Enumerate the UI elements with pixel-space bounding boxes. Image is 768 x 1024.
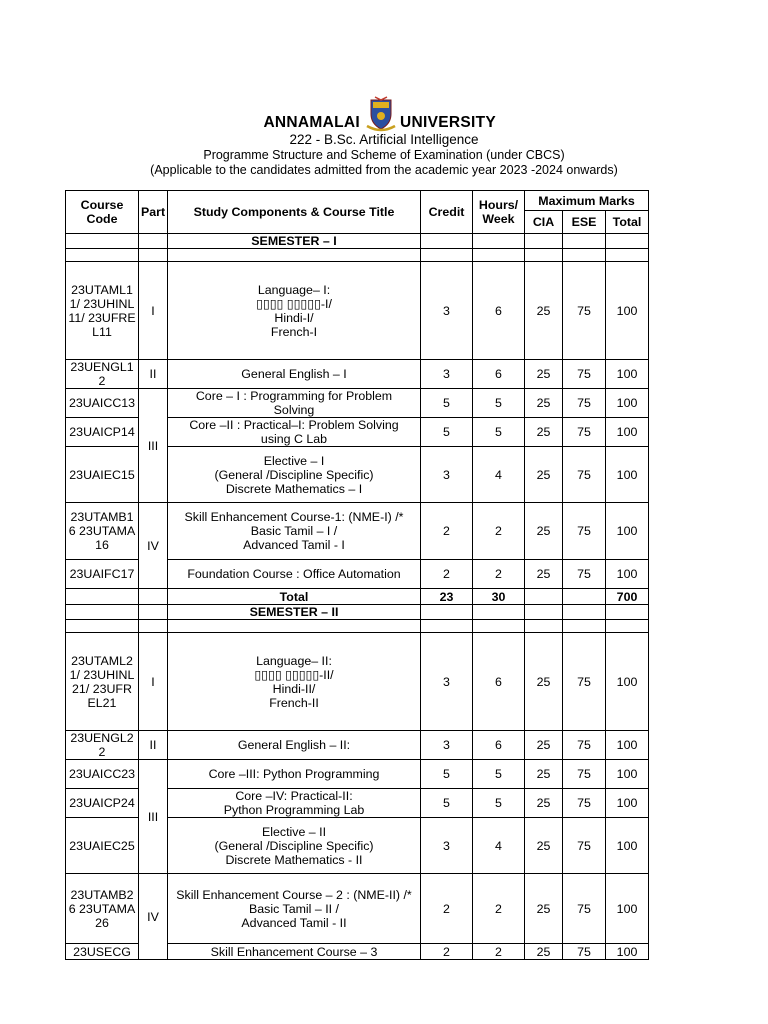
course-credit: 3: [421, 633, 473, 731]
course-ese: 75: [563, 360, 606, 389]
course-code: 23UAICP24: [66, 789, 139, 818]
course-hours: 6: [473, 360, 525, 389]
course-total: 100: [606, 874, 649, 944]
course-title: [168, 360, 421, 389]
course-ese: 75: [563, 760, 606, 789]
course-code: 23UAIEC25: [66, 818, 139, 874]
course-part: II: [139, 360, 168, 389]
course-title-line: Skill Enhancement Course-1: (NME-I) /*: [184, 510, 404, 524]
course-cia: 25: [525, 731, 563, 760]
course-total: 100: [606, 760, 649, 789]
course-credit: 3: [421, 262, 473, 360]
course-title: [168, 874, 421, 944]
semester-label: SEMESTER – I: [168, 234, 421, 249]
course-total: 100: [606, 360, 649, 389]
col-total: Total: [606, 211, 649, 234]
course-ese: 75: [563, 262, 606, 360]
course-cia: 25: [525, 418, 563, 447]
course-cia: 25: [525, 874, 563, 944]
course-hours: 5: [473, 789, 525, 818]
course-title-line: Discrete Mathematics – I: [225, 481, 363, 496]
course-cia: 25: [525, 447, 563, 503]
course-title-line: Foundation Course : Office Automation: [187, 567, 401, 581]
course-title-line: (General /Discipline Specific): [214, 838, 374, 853]
total-label: Total: [168, 589, 421, 605]
course-total: 100: [606, 731, 649, 760]
course-title-line: French-I: [270, 324, 318, 339]
course-title-line: (General /Discipline Specific): [214, 467, 374, 482]
course-ese: 75: [563, 789, 606, 818]
course-hours: 6: [473, 633, 525, 731]
course-title: [168, 389, 421, 418]
course-cia: 25: [525, 760, 563, 789]
course-cia: 25: [525, 944, 563, 960]
course-title: [168, 818, 421, 874]
course-code: 23USECG: [66, 944, 139, 960]
col-course-code: Course Code: [66, 191, 139, 234]
course-ese: 75: [563, 874, 606, 944]
course-part: III: [139, 760, 168, 874]
course-code: 23UAIFC17: [66, 560, 139, 589]
total-credit: 23: [421, 589, 473, 605]
course-title-line: Basic Tamil – I /: [250, 524, 338, 538]
col-part: Part: [139, 191, 168, 234]
course-row: [66, 360, 649, 389]
course-title: [168, 789, 421, 818]
course-title-line: General English – I: [241, 367, 347, 381]
col-max-marks: Maximum Marks: [525, 191, 649, 211]
course-credit: 2: [421, 560, 473, 589]
course-title-line: Core –III: Python Programming: [208, 767, 380, 781]
col-title: Study Components & Course Title: [168, 191, 421, 234]
programme-title: 222 - B.Sc. Artificial Intelligence: [289, 132, 479, 147]
course-title-line: Elective – I: [263, 453, 325, 468]
course-ese: 75: [563, 389, 606, 418]
course-hours: 2: [473, 944, 525, 960]
course-title-line: Core – I : Programming for Problem: [195, 389, 393, 403]
course-title-line: Discrete Mathematics - II: [225, 852, 363, 867]
course-code: 23UENGL22: [66, 731, 139, 760]
spacer-row: [66, 249, 649, 262]
structure-title: Programme Structure and Scheme of Examination (under CBCS): [203, 148, 565, 162]
course-row: [66, 389, 649, 418]
course-title: [168, 944, 421, 960]
course-cia: 25: [525, 360, 563, 389]
course-title-line: Elective – II: [261, 824, 327, 839]
col-ese: ESE: [563, 211, 606, 234]
course-total: 100: [606, 633, 649, 731]
course-cia: 25: [525, 818, 563, 874]
course-cia: 25: [525, 560, 563, 589]
course-hours: 2: [473, 560, 525, 589]
course-credit: 5: [421, 389, 473, 418]
course-credit: 3: [421, 360, 473, 389]
course-cia: 25: [525, 503, 563, 560]
course-title: [168, 418, 421, 447]
course-credit: 3: [421, 447, 473, 503]
course-total: 100: [606, 262, 649, 360]
semester-header-row: [66, 234, 649, 249]
course-part: IV: [139, 503, 168, 589]
course-part: III: [139, 389, 168, 503]
course-title-line: Core –II : Practical–I: Problem Solving: [189, 418, 399, 432]
title-row: [0, 96, 768, 132]
course-row: [66, 262, 649, 360]
spacer-row: [66, 620, 649, 633]
course-title: [168, 731, 421, 760]
course-cia: 25: [525, 389, 563, 418]
course-title-line: General English – II:: [237, 738, 351, 752]
course-code: 23UAICC23: [66, 760, 139, 789]
course-title: [168, 262, 421, 360]
course-title-line: ▯▯▯▯ ▯▯▯▯▯-I/: [256, 296, 332, 311]
university-emblem-icon: [365, 96, 397, 132]
course-ese: 75: [563, 560, 606, 589]
course-title-line: Advanced Tamil - II: [241, 915, 347, 930]
course-title-line: Skill Enhancement Course – 3: [210, 944, 378, 959]
course-part: II: [139, 731, 168, 760]
col-hours: Hours/ Week: [473, 191, 525, 234]
course-title-line: Python Programming Lab: [223, 803, 365, 817]
course-code: 23UENGL12: [66, 360, 139, 389]
course-credit: 2: [421, 503, 473, 560]
course-row: [66, 731, 649, 760]
course-title: [168, 447, 421, 503]
course-code: 23UAIEC15: [66, 447, 139, 503]
course-code: 23UTAMB16 23UTAMA16: [66, 503, 139, 560]
course-ese: 75: [563, 503, 606, 560]
semester-label: SEMESTER – II: [168, 605, 421, 620]
course-title: [168, 633, 421, 731]
course-part: I: [139, 633, 168, 731]
scheme-table: [65, 190, 649, 960]
course-part: IV: [139, 874, 168, 960]
course-title-line: using C Lab: [260, 432, 328, 446]
course-total: 100: [606, 503, 649, 560]
course-code: 23UAICP14: [66, 418, 139, 447]
course-credit: 2: [421, 944, 473, 960]
course-credit: 2: [421, 874, 473, 944]
course-row: [66, 633, 649, 731]
course-ese: 75: [563, 818, 606, 874]
course-total: 100: [606, 418, 649, 447]
course-title-line: Language– II:: [256, 653, 332, 668]
course-title: [168, 760, 421, 789]
course-title-line: Solving: [273, 403, 315, 417]
course-total: 100: [606, 944, 649, 960]
course-ese: 75: [563, 447, 606, 503]
course-title-line: Hindi-I/: [274, 310, 314, 325]
course-title-line: Language– I:: [257, 282, 331, 297]
course-row: [66, 503, 649, 560]
course-title: [168, 560, 421, 589]
total-row: [66, 589, 649, 605]
course-hours: 6: [473, 262, 525, 360]
applicability-note: (Applicable to the candidates admitted from the academic year 2023 -2024 onwards): [150, 162, 618, 177]
course-credit: 5: [421, 418, 473, 447]
course-hours: 5: [473, 418, 525, 447]
course-title-line: ▯▯▯▯ ▯▯▯▯▯-II/: [254, 667, 334, 682]
course-part: I: [139, 262, 168, 360]
course-row: [66, 760, 649, 789]
course-hours: 2: [473, 874, 525, 944]
course-hours: 2: [473, 503, 525, 560]
course-ese: 75: [563, 418, 606, 447]
total-marks: 700: [606, 589, 649, 605]
course-code: 23UTAML21/ 23UHINL21/ 23UFREL21: [66, 633, 139, 731]
semester-header-row: [66, 605, 649, 620]
course-title-line: Advanced Tamil - I: [243, 538, 345, 552]
col-cia: CIA: [525, 211, 563, 234]
course-code: 23UAICC13: [66, 389, 139, 418]
course-title-line: Hindi-II/: [272, 681, 316, 696]
course-title: [168, 503, 421, 560]
course-code: 23UTAMB26 23UTAMA26: [66, 874, 139, 944]
course-cia: 25: [525, 789, 563, 818]
col-credit: Credit: [421, 191, 473, 234]
course-total: 100: [606, 560, 649, 589]
university-name-right: UNIVERSITY: [400, 114, 497, 131]
course-hours: 6: [473, 731, 525, 760]
course-title-line: Core –IV: Practical-II:: [235, 789, 353, 803]
course-hours: 5: [473, 389, 525, 418]
course-hours: 4: [473, 818, 525, 874]
course-ese: 75: [563, 731, 606, 760]
course-hours: 4: [473, 447, 525, 503]
course-row: [66, 874, 649, 944]
course-ese: 75: [563, 633, 606, 731]
course-ese: 75: [563, 944, 606, 960]
course-credit: 5: [421, 760, 473, 789]
document-header: [0, 96, 768, 177]
course-credit: 5: [421, 789, 473, 818]
university-name-left: ANNAMALAI: [263, 114, 360, 131]
course-hours: 5: [473, 760, 525, 789]
course-cia: 25: [525, 262, 563, 360]
course-total: 100: [606, 818, 649, 874]
course-credit: 3: [421, 818, 473, 874]
course-total: 100: [606, 789, 649, 818]
total-hours: 30: [473, 589, 525, 605]
course-total: 100: [606, 389, 649, 418]
course-title-line: French-II: [269, 695, 319, 710]
course-title-line: Basic Tamil – II /: [249, 901, 339, 916]
course-total: 100: [606, 447, 649, 503]
course-cia: 25: [525, 633, 563, 731]
course-credit: 3: [421, 731, 473, 760]
course-code: 23UTAML11/ 23UHINL11/ 23UFREL11: [66, 262, 139, 360]
course-title-line: Skill Enhancement Course – 2 : (NME-II) /*: [176, 887, 412, 902]
